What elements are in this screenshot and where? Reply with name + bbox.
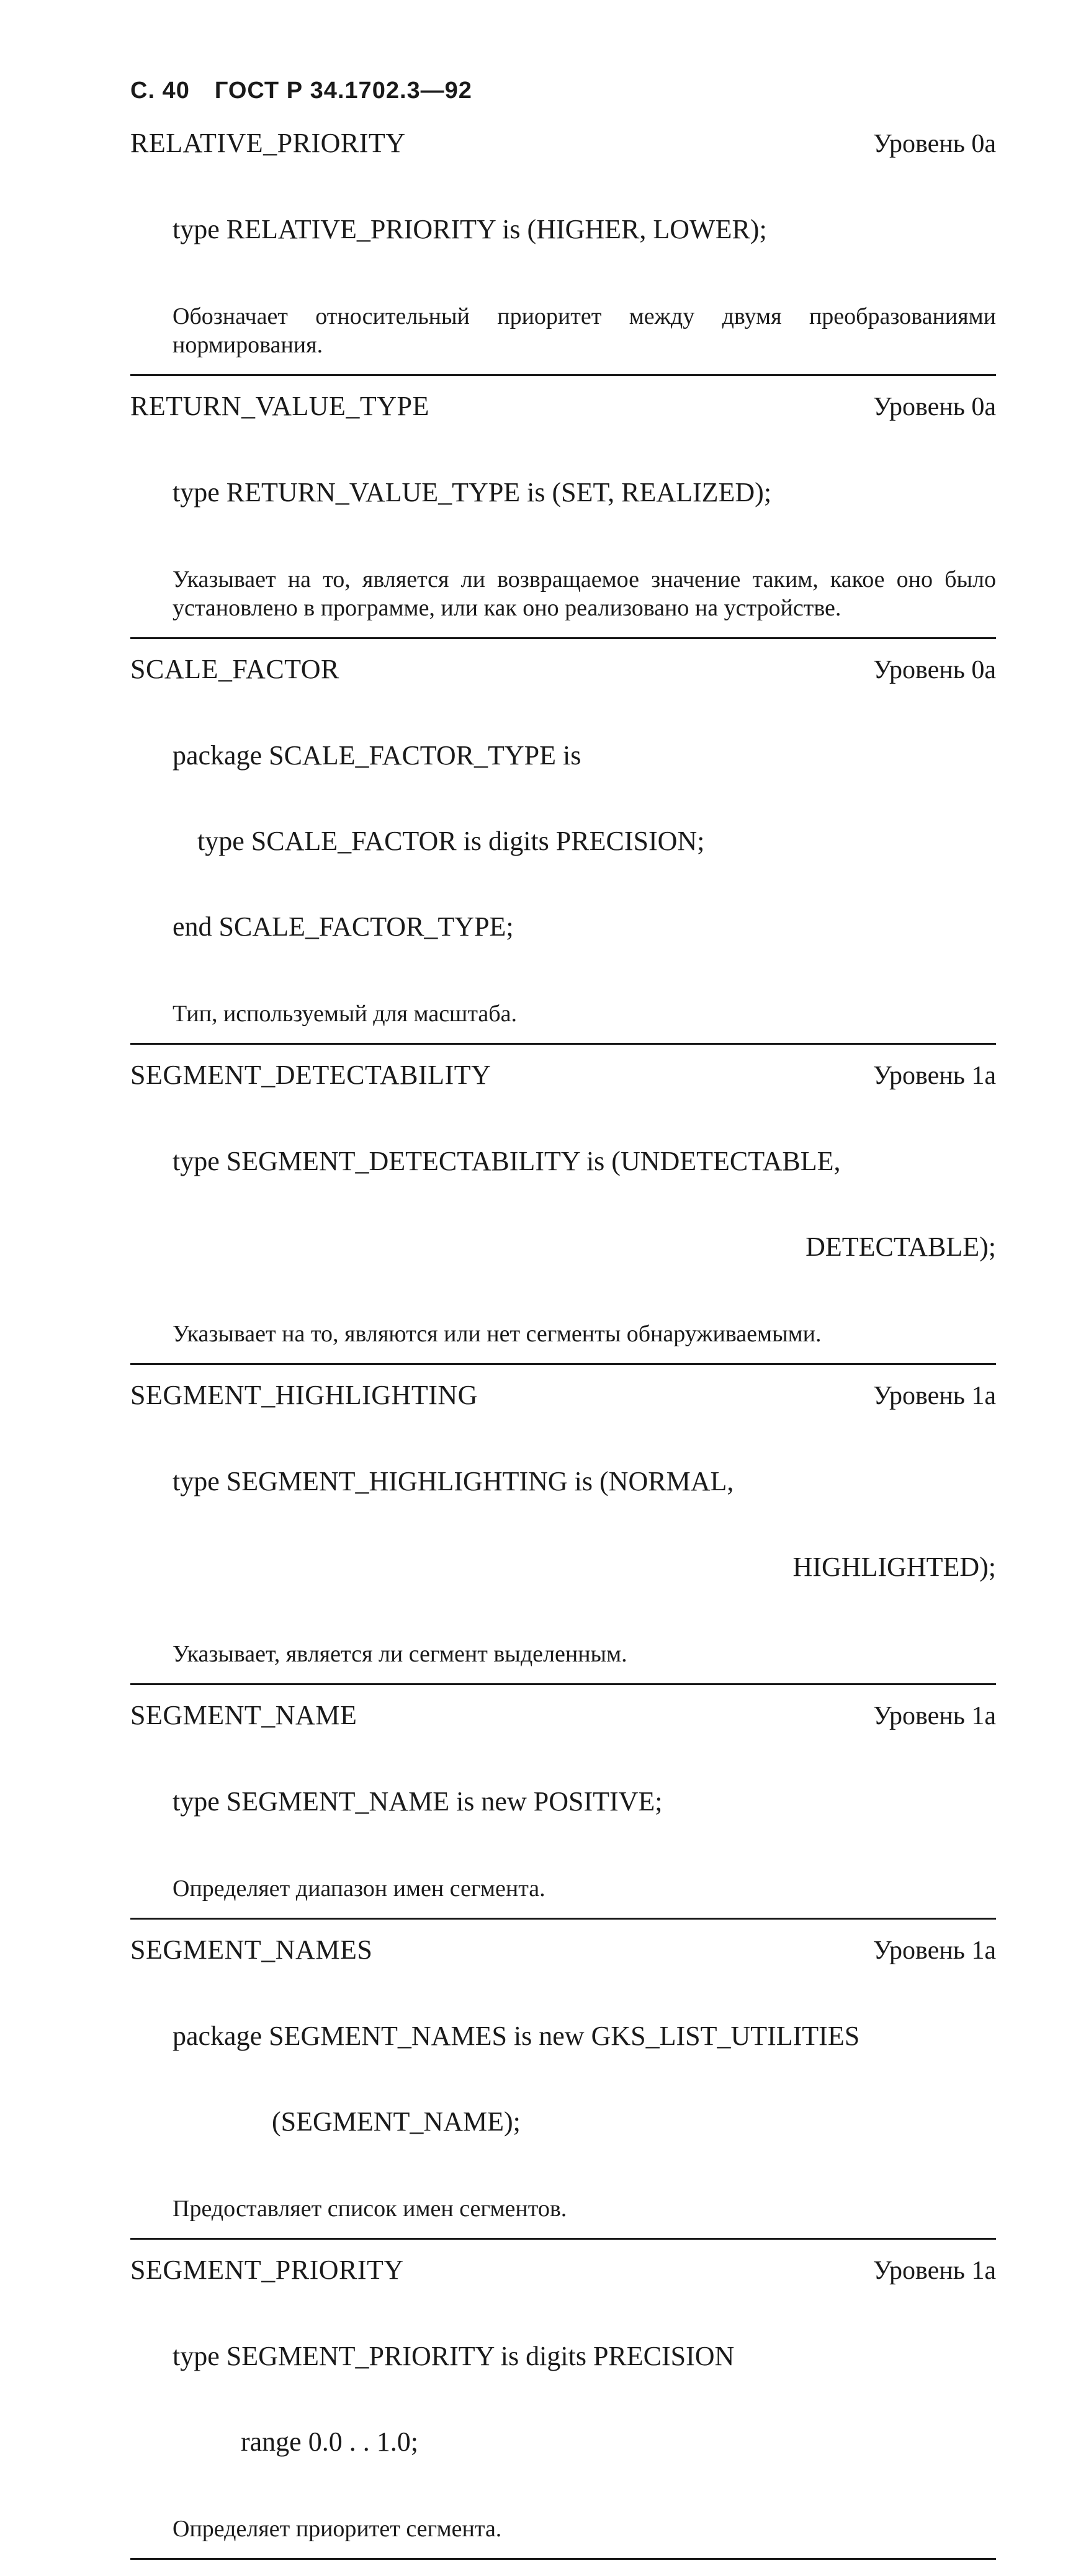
document-page (130, 78, 996, 2576)
entry-title: SEGMENT_NAMES (130, 1934, 373, 1965)
entry-level: Уровень 0а (873, 130, 996, 158)
entry-title: SEGMENT_DETECTABILITY (130, 1060, 491, 1090)
code-block (130, 421, 996, 564)
entry-level: Уровень 1а (873, 1062, 996, 1090)
definition-entry (130, 655, 996, 1034)
entry-title: RELATIVE_PRIORITY (130, 128, 406, 158)
entry-description: Указывает, является ли сегмент выделенным. (173, 1641, 627, 1667)
divider (130, 1683, 996, 1685)
code-block (130, 1090, 996, 1318)
entry-level: Уровень 0а (873, 656, 996, 684)
code-line: DETECTABLE); (806, 1232, 996, 1262)
code-line: range 0.0 . . 1.0; (241, 2426, 418, 2457)
entry-level: Уровень 0а (873, 393, 996, 421)
entry-description: Определяет диапазон имен сегмента. (173, 1876, 545, 1902)
divider (130, 1363, 996, 1365)
divider (130, 1918, 996, 1920)
page-header (130, 78, 996, 104)
entry-description: Указывает на то, являются или нет сегменты обнаруживаемыми. (173, 1321, 822, 1347)
entry-title: SCALE_FACTOR (130, 654, 339, 684)
code-line: package SCALE_FACTOR_TYPE is (173, 740, 581, 771)
code-line: type RETURN_VALUE_TYPE is (SET, REALIZED); (173, 477, 772, 508)
definition-entry (130, 1701, 996, 1909)
code-line: type SEGMENT_PRIORITY is digits PRECISION (173, 2341, 735, 2371)
code-line: type SEGMENT_NAME is new POSITIVE; (173, 1786, 663, 1817)
divider (130, 2558, 996, 2560)
entry-level: Уровень 1а (873, 1382, 996, 1410)
divider (130, 374, 996, 376)
code-line: type SCALE_FACTOR is digits PRECISION; (197, 826, 705, 856)
code-block (130, 158, 996, 301)
page-number: С. 40 (130, 78, 190, 104)
entry-level: Уровень 1а (873, 1936, 996, 1965)
code-block (130, 1730, 996, 1873)
entry-description: Предоставляет список имен сегментов. (173, 2196, 567, 2222)
entry-level: Уровень 1а (873, 2256, 996, 2285)
definition-entry (130, 2256, 996, 2549)
entry-description: Обозначает относительный приоритет между двумя преобразованиями нормирования. (173, 303, 996, 358)
divider (130, 2238, 996, 2240)
code-line: HIGHLIGHTED); (792, 1552, 996, 1582)
code-line: package SEGMENT_NAMES is new GKS_LIST_UTILITIES (173, 2021, 860, 2051)
standard-designation: ГОСТ Р 34.1702.3—92 (214, 78, 472, 104)
definition-entry (130, 1381, 996, 1675)
entry-level: Уровень 1а (873, 1702, 996, 1730)
entry-title: RETURN_VALUE_TYPE (130, 391, 429, 421)
code-block (130, 1410, 996, 1639)
entry-title: SEGMENT_HIGHLIGHTING (130, 1380, 478, 1410)
code-line: type SEGMENT_DETECTABILITY is (UNDETECTABLE, (173, 1146, 841, 1176)
code-block (130, 1965, 996, 2193)
divider (130, 637, 996, 639)
divider (130, 1043, 996, 1045)
definition-entry (130, 1936, 996, 2229)
entry-title: SEGMENT_NAME (130, 1700, 357, 1730)
definition-entry (130, 1061, 996, 1354)
code-block (130, 2285, 996, 2513)
definition-entry (130, 129, 996, 365)
definition-entry (130, 392, 996, 628)
code-block (130, 684, 996, 998)
code-line: type RELATIVE_PRIORITY is (HIGHER, LOWER); (173, 214, 767, 244)
code-line: type SEGMENT_HIGHLIGHTING is (NORMAL, (173, 1466, 734, 1496)
entry-description: Тип, используемый для масштаба. (173, 1001, 517, 1027)
entry-description: Определяет приоритет сегмента. (173, 2516, 502, 2542)
entry-description: Указывает на то, является ли возвращаемое значение таким, какое оно было установлено в программе, или как оно реализовано на устройстве. (173, 566, 996, 621)
entry-title: SEGMENT_PRIORITY (130, 2255, 404, 2285)
code-line: end SCALE_FACTOR_TYPE; (173, 911, 514, 942)
code-line: (SEGMENT_NAME); (272, 2106, 521, 2137)
